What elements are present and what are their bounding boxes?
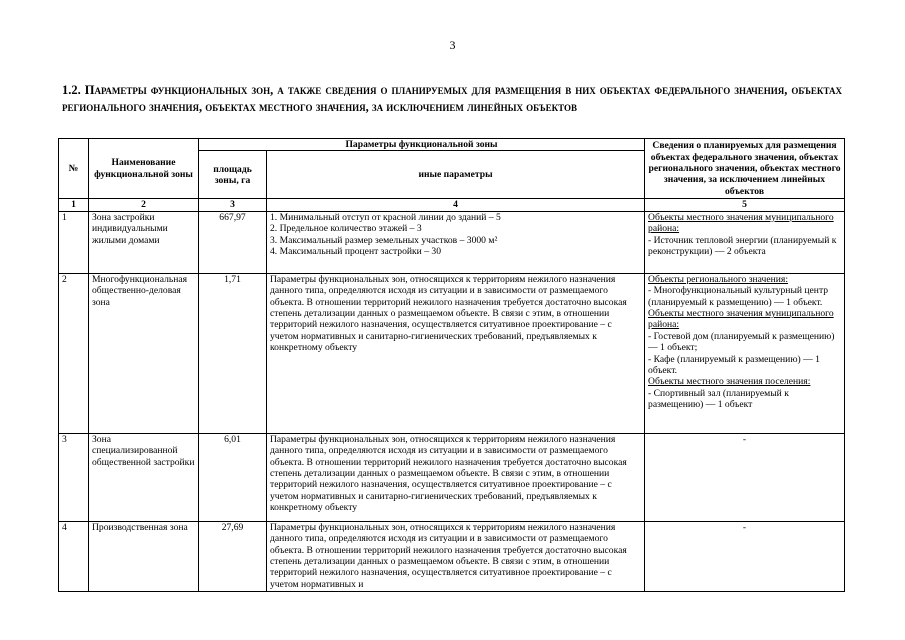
page-number: 3 <box>449 38 456 52</box>
table-row <box>59 521 845 591</box>
object-item: - Источник тепловой энергии (планируемый к реконструкции) — 2 объекта <box>648 234 837 258</box>
param-item: 1. Минимальный отступ от красной линии до зданий – 5 <box>270 211 501 223</box>
planned-objects <box>645 211 845 273</box>
objects-category: Объекты регионального значения: <box>648 273 788 285</box>
header-area: площадь зоны, га <box>199 151 267 199</box>
planned-objects <box>645 273 845 433</box>
planned-objects-empty: - <box>645 521 845 591</box>
param-item: 4. Максимальный процент застройки – 30 <box>270 246 441 258</box>
section-number: 1.2. <box>62 83 81 97</box>
section-title <box>62 82 842 116</box>
column-number: 4 <box>267 199 645 211</box>
planned-objects-empty: - <box>645 433 845 521</box>
column-number: 5 <box>645 199 845 211</box>
zone-area: 1,71 <box>199 273 267 433</box>
object-item: - Кафе (планируемый к размещению) — 1 объект. <box>648 353 820 377</box>
param-item: 3. Максимальный размер земельных участков – 3000 м² <box>270 234 498 246</box>
header-num: № <box>59 139 89 199</box>
header-planned-objects: Сведения о планируемых для размещения объектах федерального значения, объектах регионального значения, объектах местного значения, за исключением линейных объектов <box>645 139 845 199</box>
object-item: - Многофункциональный культурный центр (планируемый к размещению) — 1 объект. <box>648 285 829 308</box>
zones-table <box>58 138 845 592</box>
zone-params <box>267 211 645 273</box>
zone-name: Зона застройки индивидуальными жилыми домами <box>89 211 199 273</box>
zone-name: Зона специализированной общественной застройки <box>89 433 199 521</box>
param-item: 2. Предельное количество этажей – 3 <box>270 223 422 235</box>
header-zone-params: Параметры функциональной зоны <box>199 139 645 151</box>
zone-area: 667,97 <box>199 211 267 273</box>
row-number: 3 <box>59 433 89 521</box>
zone-area: 6,01 <box>199 433 267 521</box>
objects-category: Объекты местного значения поселения: <box>648 376 811 388</box>
object-item: - Спортивный зал (планируемый к размещению) — 1 объект <box>648 387 789 411</box>
zone-name: Многофункциональная общественно-деловая зона <box>89 273 199 433</box>
zone-name: Производственная зона <box>89 521 199 591</box>
column-number: 1 <box>59 199 89 211</box>
zone-params: Параметры функциональных зон, относящихся к территориям нежилого назначения данного типа, определяются исходя из ситуации и в зависимости от размещаемого объекта. В отношении территорий нежилого назначения требуется достаточно высокая степень детализации данных о размещаемом объекте. В связи с этим, в отношении территорий нежилого назначения, осуществляется ситуативное проектирование – с учетом нормативных и санитарно-гигиенических требований, предъявляемых к конкретному объекту <box>267 433 645 521</box>
section-heading: Параметры функциональных зон, а также сведения о планируемых для размещения в них объектах федерального значения, объектах регионального значения, объектах местного значения, за исключением линейных объектов <box>62 83 843 114</box>
objects-category: Объекты местного значения муниципального района: <box>648 211 834 235</box>
row-number: 1 <box>59 211 89 273</box>
table-row <box>59 273 845 433</box>
zone-params: Параметры функциональных зон, относящихся к территориям нежилого назначения данного типа, определяются исходя из ситуации и в зависимости от размещаемого объекта. В отношении территорий нежилого назначения требуется достаточно высокая степень детализации данных о размещаемом объекте. В связи с этим, в отношении территорий нежилого назначения, осуществляется ситуативное проектирование – с учетом нормативных и санитарно-гигиенических требований, предъявляемых к конкретному объекту <box>267 273 645 433</box>
column-number: 2 <box>89 199 199 211</box>
zone-area: 27,69 <box>199 521 267 591</box>
row-number: 4 <box>59 521 89 591</box>
row-number: 2 <box>59 273 89 433</box>
column-number: 3 <box>199 199 267 211</box>
zone-params: Параметры функциональных зон, относящихся к территориям нежилого назначения данного типа, определяются исходя из ситуации и в зависимости от размещаемого объекта. В отношении территорий нежилого назначения требуется достаточно высокая степень детализации данных о размещаемом объекте. В связи с этим, в отношении территорий нежилого назначения, осуществляется ситуативное проектирование – с учетом нормативных и <box>267 521 645 591</box>
object-item: - Гостевой дом (планируемый к размещению) — 1 объект; <box>648 330 835 354</box>
column-number-row <box>59 199 845 211</box>
header-other-params: иные параметры <box>267 151 645 199</box>
objects-category: Объекты местного значения муниципального района: <box>648 308 834 331</box>
table-row <box>59 433 845 521</box>
header-zone-name: Наименование функциональной зоны <box>89 139 199 199</box>
table-row <box>59 211 845 273</box>
